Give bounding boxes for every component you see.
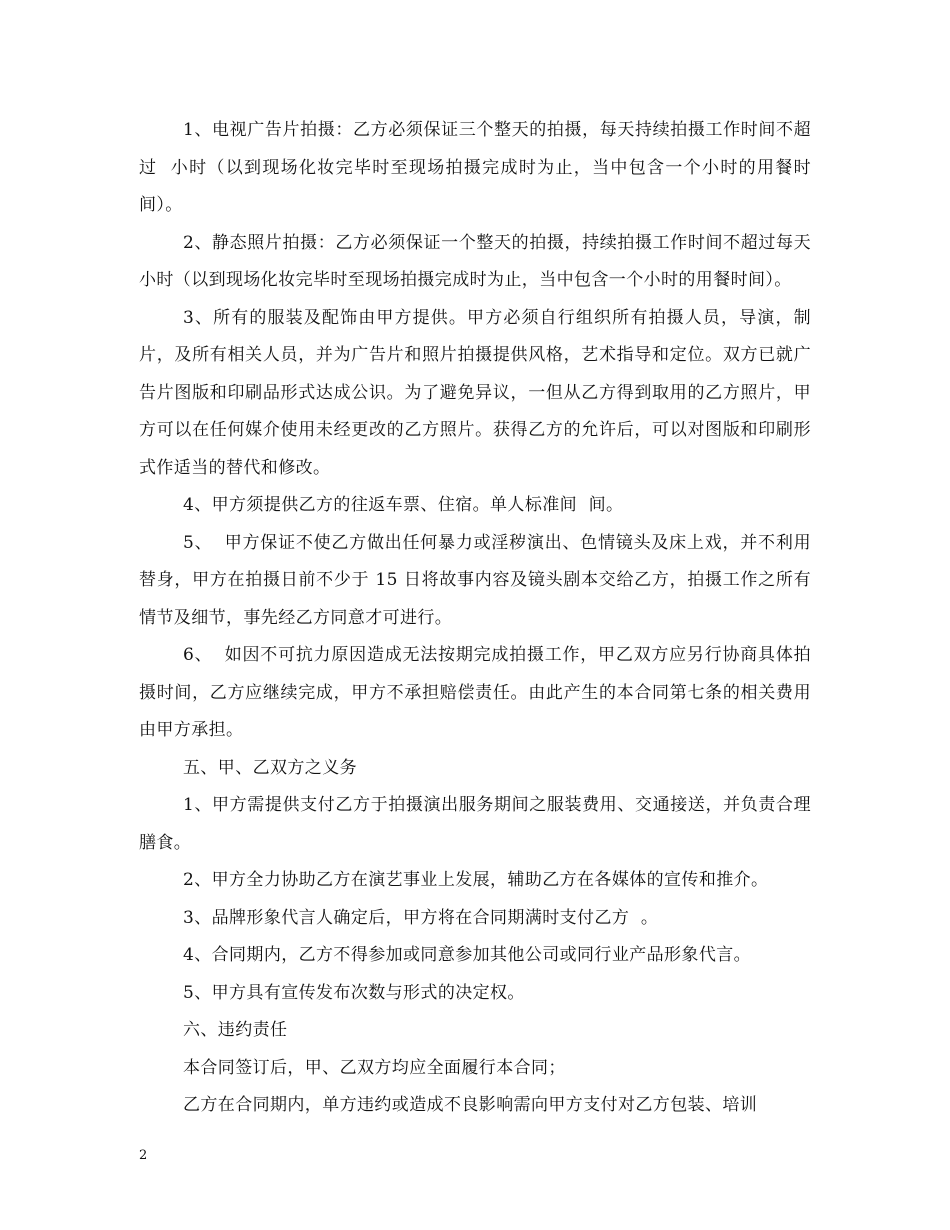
clause-travel-accommodation: 4、甲方须提供乙方的往返车票、住宿。单人标准间 间。 (183, 495, 624, 515)
obligation-item-2: 2、甲方全力协助乙方在演艺事业上发展，辅助乙方在各媒体的宣传和推介。 (183, 870, 769, 890)
clause-costumes-and-staff: 3、所有的服装及配饰由甲方提供。甲方必须自行组织所有拍摄人员，导演，制片，及所有相关人员，并为广告片和照片拍摄提供风格，艺术指导和定位。双方已就广告片图版和印刷品形式达成公识。为了避免异议，一但从乙方得到取用的乙方照片，甲方可以在任何媒介使用未经更改的乙方照片。获得乙方的允许后，可以对图版和印刷形式作适当的替代和修改。 (139, 307, 811, 478)
clause-content-restrictions: 5、 甲方保证不使乙方做出任何暴力或淫秽演出、色情镜头及床上戏，并不利用替身，甲方在拍摄日前不少于 15 日将故事内容及镜头剧本交给乙方，拍摄工作之所有情节及细节，事先经乙方同意才可进行。 (139, 532, 811, 628)
page-number: 2 (139, 1148, 148, 1163)
obligation-item-3: 3、品牌形象代言人确定后，甲方将在合同期满时支付乙方 。 (183, 907, 659, 928)
clause-photo-shooting: 2、静态照片拍摄：乙方必须保证一个整天的拍摄，持续拍摄工作时间不超过每天 小时（以到现场化妆完毕时至现场拍摄完成时为止，当中包含一个小时的用餐时间）。 (139, 232, 823, 290)
obligation-item-4: 4、合同期内，乙方不得参加或同意参加其他公司或同行业产品形象代言。 (183, 945, 752, 965)
breach-paragraph-1: 本合同签订后，甲、乙双方均应全面履行本合同； (183, 1057, 566, 1078)
breach-paragraph-2: 乙方在合同期内，单方违约或造成不良影响需向甲方支付对乙方包装、培训 (183, 1095, 758, 1115)
obligation-item-5: 5、甲方具有宣传发布次数与形式的决定权。 (183, 982, 525, 1003)
obligation-item-1: 1、甲方需提供支付乙方于拍摄演出服务期间之服装费用、交通接送，并负责合理膳食。 (139, 795, 811, 853)
clause-force-majeure: 6、 如因不可抗力原因造成无法按期完成拍摄工作，甲乙双方应另行协商具体拍摄时间，乙方应继续完成，甲方不承担赔偿责任。由此产生的本合同第七条的相关费用由甲方承担。 (139, 645, 811, 740)
document-body (139, 112, 823, 1125)
clause-tv-ad-shooting: 1、电视广告片拍摄：乙方必须保证三个整天的拍摄，每天持续拍摄工作时间不超过 小时（以到现场化妆完毕时至现场拍摄完成时为止，当中包含一个小时的用餐时间）。 (139, 120, 811, 215)
section-heading-breach: 六、违约责任 (183, 1020, 288, 1040)
section-heading-obligations: 五、甲、乙双方之义务 (183, 757, 357, 778)
